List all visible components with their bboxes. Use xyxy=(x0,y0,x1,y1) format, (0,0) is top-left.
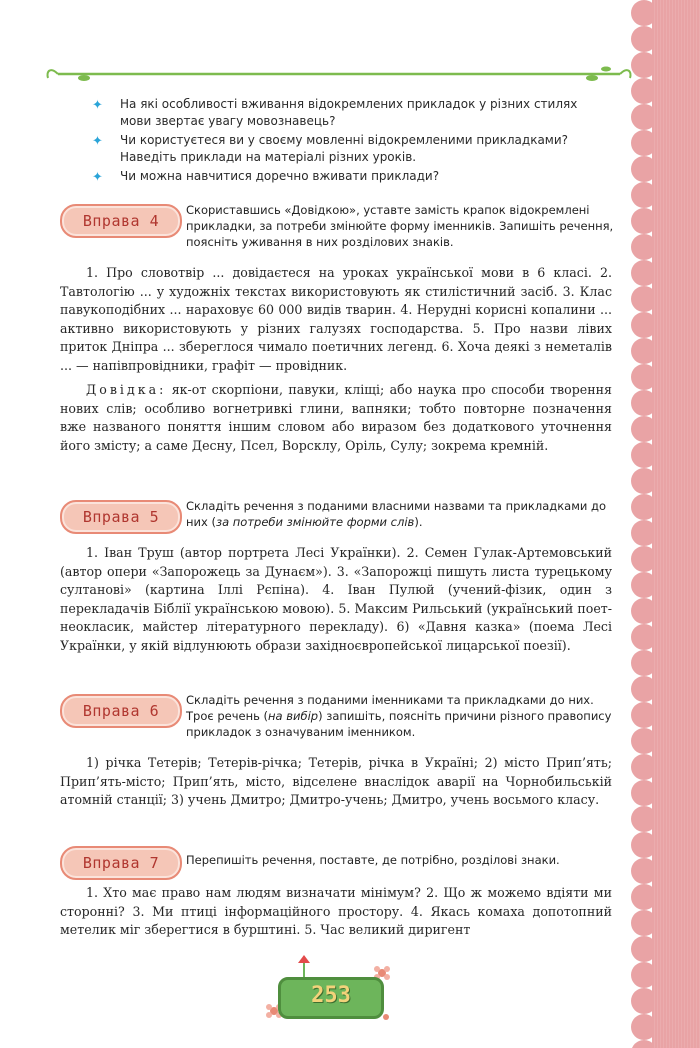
question-text: Чи користуєтеся ви у своєму мовленні відокремленими прикладками? Наведіть приклади на матеріалі різних уроків. xyxy=(120,133,569,164)
question-text: Чи можна навчитися доречно вживати приклади? xyxy=(120,169,440,183)
exercise-badge: Вправа 4 xyxy=(60,204,182,238)
exercise-text: 1) річка Тетерів; Тетерів-річка; Тетерів, річка в Україні; 2) місто Прип’ять; Прип’ять-місто; Прип’ять, місто, відселене внаслідок аварії на Чорнобильській атомній станції; 3) учень Дмитро; Дмитро-учень; Дмитро, учень восьмого класу. xyxy=(60,755,612,807)
exercise-text: 1. Іван Труш (автор портрета Лесі Українки). 2. Семен Гулак-Артемовський (автор опери «Запорожець за Дунаєм»). 3. «Запорожці пишуть листа турецькому султанові» (картина Іллі Рєпіна). 4. Іван Пулюй (учений-фізик, один з перекладачів Біблії українською мовою). 5. Максим Рильський (український поет-неокласик, майстер літературного перекладу). 6) «Давня казка» (поема Лесі Українки, у якій відлунюють образи західноєвропейської лицарської поезії). xyxy=(60,545,612,653)
list-item xyxy=(92,132,612,166)
list-item xyxy=(92,168,612,185)
star-bullet-icon: ✦ xyxy=(92,170,103,185)
exercise-task xyxy=(186,498,618,530)
dovidka-label: Довідка: xyxy=(86,382,167,397)
scalloped-edge-icon xyxy=(622,0,652,1048)
exercise-7-body xyxy=(60,884,612,940)
task-end-text: ). xyxy=(414,515,423,529)
question-list xyxy=(92,96,612,187)
task-main-text: Складіть речення з поданими іменниками та прикладками до них. Троє речень ( xyxy=(186,693,594,723)
exercise-badge: Вправа 7 xyxy=(60,846,182,880)
star-bullet-icon: ✦ xyxy=(92,134,103,149)
dovidka-text: як-от скорпіони, павуки, кліщі; або наука про способи творення нових слів; особливо вогнетривкі глини, вапняки; тобто повторне позначення вже названого поняття іншим словом або виразом без додаткового уточнення його змісту; а саме Десну, Псел, Ворсклу, Оріль, Сулу; зокрема кремній. xyxy=(60,382,612,453)
exercise-4-body xyxy=(60,264,612,455)
exercise-task xyxy=(186,692,618,740)
vine-divider-icon xyxy=(44,64,634,84)
exercise-task: Перепишіть речення, поставте, де потрібно, розділові знаки. xyxy=(186,853,560,867)
page-number: 253 xyxy=(311,982,351,1008)
star-bullet-icon: ✦ xyxy=(92,98,103,113)
exercise-badge: Вправа 5 xyxy=(60,500,182,534)
task-main-text: Складіть речення з поданими власними назвами та прикладками до них ( xyxy=(186,499,607,529)
exercise-text: 1. Про словотвір ... довідаєтеся на уроках української мови в 6 класі. 2. Тавтологію ... у художніх текстах використовують як стилістичний засіб. 3. Клас павукоподібних ... нараховує 60 000 видів тварин. 4. Нерудні корисні копалини ... активно використовують у різних галузях господарства. 5. Про назви лівих приток Дніпра ... збереглося чимало поетичних легенд. 6. Хоча деякі з неметалів ... — напівпровідники, графіт — провідник. xyxy=(60,265,612,373)
exercise-6-body xyxy=(60,754,612,810)
task-end-text: ) запишіть, поясніть причини різного правопису прикладок з означуваним іменником. xyxy=(186,709,612,739)
dovidka-paragraph xyxy=(60,381,612,455)
exercise-text: 1. Хто має право нам людям визначати мінімум? 2. Що ж можемо вдіяти ми сторонні? 3. Ми птиці інформаційного простору. 4. Якась комаха допотопний метелик міг зберегтися в бурштині. 5. Час великий диригент xyxy=(60,885,612,937)
exercise-task: Скориставшись «Довідкою», уставте замість крапок відокремлені прикладки, за потреби змінюйте форму іменників. Запишіть речення, поясніть уживання в них розділових знаків. xyxy=(186,203,614,249)
question-text: На які особливості вживання відокремлених прикладок у різних стилях мови звертає увагу мовознавець? xyxy=(120,97,578,128)
list-item xyxy=(92,96,612,130)
task-italic-text: на вибір xyxy=(268,709,319,723)
task-italic-text: за потреби змінюйте форми слів xyxy=(215,515,415,529)
exercise-badge: Вправа 6 xyxy=(60,694,182,728)
decorative-side-strip xyxy=(636,0,700,1048)
exercise-5-body xyxy=(60,544,612,655)
page-number-block xyxy=(264,955,394,1035)
